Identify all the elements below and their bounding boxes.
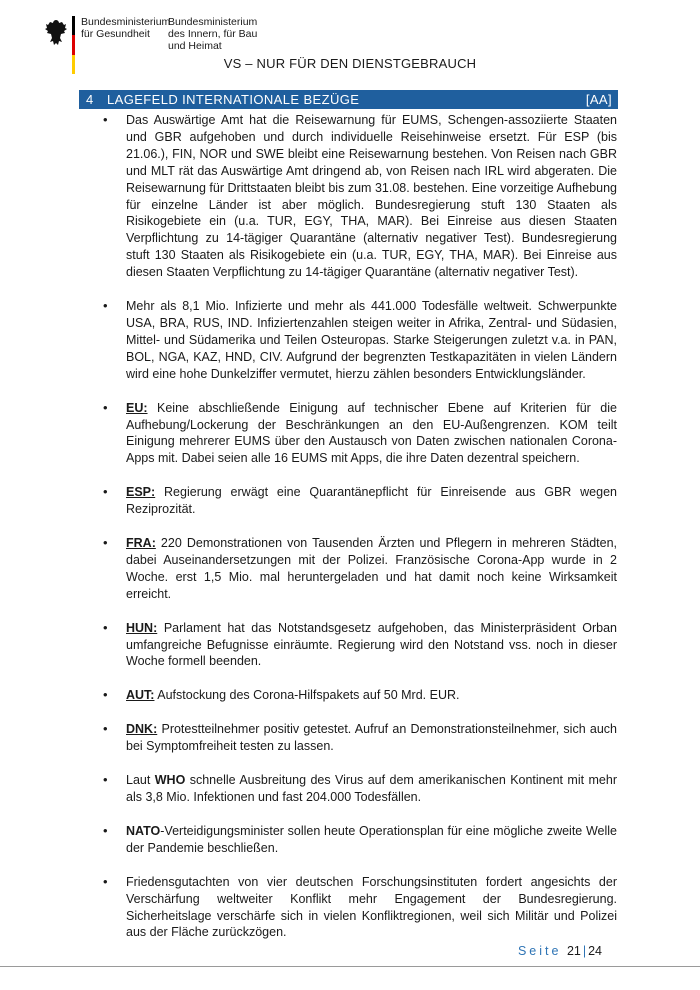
section-title: LAGEFELD INTERNATIONALE BEZÜGE bbox=[107, 92, 360, 107]
list-item bbox=[100, 687, 617, 704]
item-text: Regierung erwägt eine Quarantänepflicht für Einreisende aus GBR wegen Reziprozität. bbox=[126, 485, 617, 517]
item-text: Mehr als 8,1 Mio. Infizierte und mehr als 441.000 Todesfälle weltweit. Schwerpunkte USA, BRA, RUS, IND. Infiziertenzahlen steigen weiter in Afrika, Zentral- und Südasien, Mittel- und Südamerika und Teilen Osteuropas. Starke Steigerungen zuletzt v.a. in PAN, BOL, NGA, KAZ, HND, CIV. Aufgrund der begrenzten Testkapazitäten in vielen Ländern wird eine hohe Dunkelziffer vermutet, hierzu zählen besonders Entwicklungsländer. bbox=[126, 299, 617, 381]
ministry-interior-line2: des Innern, für Bau bbox=[168, 28, 258, 40]
bullet-icon: • bbox=[103, 112, 108, 127]
bullet-list bbox=[100, 112, 617, 958]
page-separator: | bbox=[582, 944, 587, 958]
country-label: AUT: bbox=[126, 688, 155, 703]
list-item bbox=[100, 620, 617, 671]
country-label: DNK: bbox=[126, 722, 158, 737]
item-text: Protestteilnehmer positiv getestet. Aufruf an Demonstrationsteilnehmer, sich auch bei Symptomfreiheit testen zu lassen. bbox=[126, 722, 617, 754]
list-item bbox=[100, 721, 617, 755]
list-item bbox=[100, 772, 617, 806]
item-text: Parlament hat das Notstandsgesetz aufgehoben, das Ministerpräsident Orban umfangreiche Befugnisse einräumte. Regierung wird den Notstand vss. noch in dieser Woche formell beenden. bbox=[126, 620, 617, 669]
item-text: Aufstockung des Corona-Hilfspakets auf 50 Mrd. EUR. bbox=[154, 688, 460, 703]
flag-black bbox=[72, 16, 75, 35]
country-label: ESP: bbox=[126, 485, 156, 500]
bullet-icon: • bbox=[103, 822, 108, 838]
list-item bbox=[100, 400, 617, 468]
bullet-icon: • bbox=[103, 484, 108, 500]
item-bold: WHO bbox=[154, 773, 186, 788]
list-item bbox=[100, 874, 617, 942]
federal-eagle-icon bbox=[44, 18, 68, 48]
ministry-health-line2: für Gesundheit bbox=[81, 28, 150, 40]
item-text: schnelle Ausbreitung des Virus auf dem amerikanischen Kontinent mit mehr als 3,8 Mio. Infektionen und fast 204.000 Todesfällen. bbox=[126, 773, 617, 804]
page-current: 21 bbox=[566, 944, 581, 958]
item-text: Friedensgutachten von vier deutschen Forschungsinstituten fordert angesichts der Verschärfung weltweiter Konflikt mehr Engagement der Bundesregierung. Sicherheitslage verschärfe sich in vielen Konfliktregionen, weil sich Militär und Polizei aus der Fläche zurückzögen. bbox=[126, 874, 617, 940]
ministry-interior bbox=[168, 16, 257, 52]
item-text: Das Auswärtige Amt hat die Reisewarnung für EUMS, Schengen-assoziierte Staaten und GBR aufgehoben und durch individuelle Reisehinweise ersetzt. Für ESP (bis 21.06.), FIN, NOR und SWE bleibt eine Reisewarnung bestehen. Von Reisen nach GBR und MLT rät das Auswärtige Amt dringend ab, von Reisen nach IRL wird abgeraten. Die Reisewarnung für Drittstaaten bleibt bis zum 31.08. bestehen. Eine vorzeitige Aufhebung für einzelne Länder ist aber möglich. Bundesregierung stuft 130 Staaten als Risikogebiete ein (u.a. TUR, EGY, THA, MAR). Bei Einreise aus diesen Staaten Verpflichtung zu 14-tägiger Quarantäne (alternativ negativer Test). Bundesregierung stuft 130 Staaten als Risikogebiete ein (u.a. TUR, EGY, THA, MAR). Bei Einreise aus diesen Staaten Verpflichtung zu 14-tägiger Quarantäne (alternativ negativer Test). bbox=[126, 113, 617, 280]
section-number: 4 bbox=[86, 92, 94, 107]
list-item bbox=[100, 484, 617, 518]
country-label: EU: bbox=[126, 400, 148, 415]
ministry-interior-line3: und Heimat bbox=[168, 40, 222, 52]
ministry-health-line1: Bundesministerium bbox=[81, 16, 171, 28]
bullet-icon: • bbox=[103, 399, 108, 415]
item-text: 220 Demonstrationen von Tausenden Ärzten und Pflegern in mehreren Städten, dabei Auseinandersetzungen mit der Polizei. Französische Corona-App wurde in 2 Woche. erst 1,5 Mio. mal heruntergeladen und hat damit noch keine Wirksamkeit erreicht. bbox=[126, 536, 617, 601]
item-bold: NATO bbox=[126, 823, 161, 838]
bullet-icon: • bbox=[103, 619, 108, 635]
item-text: -Verteidigungsminister sollen heute Operationsplan für eine mögliche zweite Welle der Pandemie beschließen. bbox=[126, 823, 617, 855]
page-total: 24 bbox=[588, 944, 602, 958]
list-item bbox=[100, 823, 617, 857]
bullet-icon: • bbox=[103, 721, 108, 737]
bullet-icon: • bbox=[103, 687, 108, 703]
classification-label: VS – NUR FÜR DEN DIENSTGEBRAUCH bbox=[223, 56, 477, 71]
item-prefix: Laut bbox=[126, 773, 155, 788]
list-item bbox=[100, 535, 617, 603]
list-item bbox=[100, 112, 617, 281]
page-label: Seite bbox=[517, 944, 562, 958]
item-text: Keine abschließende Einigung auf technischer Ebene auf Kriterien für die Aufhebung/Lockerung der Beschränkungen an den EU-Außengrenzen. KOM teilt Einigung mehrerer EUMS über den Austausch von Daten zwischen nationalen Corona-Apps mit. Dabei seien alle 16 EUMS mit Apps, die ihre Daten dezentral speichern. bbox=[126, 400, 617, 466]
footer-rule bbox=[0, 966, 700, 967]
bullet-icon: • bbox=[103, 772, 108, 788]
ministry-interior-line1: Bundesministerium bbox=[168, 16, 258, 28]
country-label: HUN: bbox=[126, 620, 158, 635]
flag-red bbox=[72, 35, 75, 54]
list-item bbox=[100, 298, 617, 383]
bullet-icon: • bbox=[103, 535, 108, 551]
section-tag: [AA] bbox=[585, 92, 612, 107]
bullet-icon: • bbox=[103, 298, 108, 314]
page-number bbox=[518, 944, 602, 958]
bullet-icon: • bbox=[103, 873, 108, 889]
ministry-health bbox=[81, 16, 170, 40]
country-label: FRA: bbox=[126, 536, 156, 551]
section-header bbox=[79, 90, 618, 109]
